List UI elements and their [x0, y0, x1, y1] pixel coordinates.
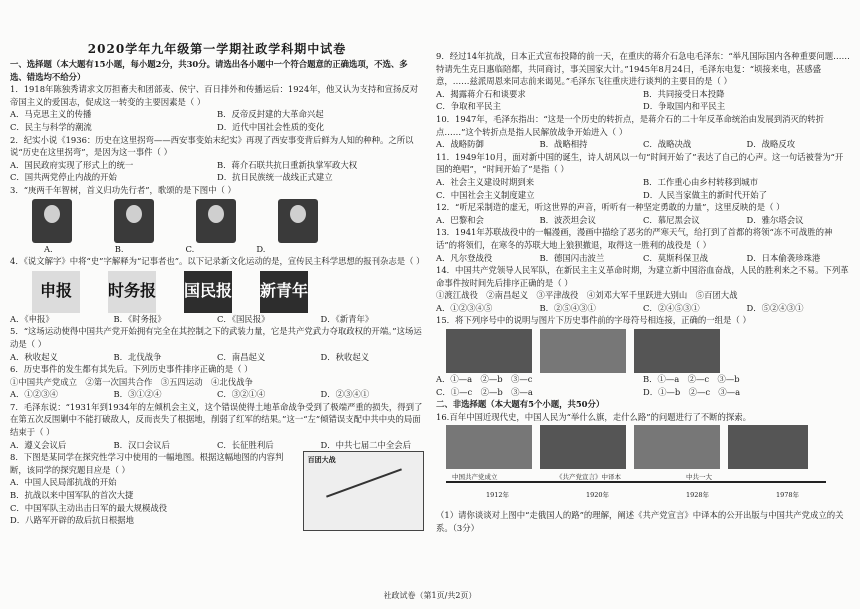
left-column	[10, 58, 424, 531]
option: B．汉口会议后	[113, 439, 170, 450]
timeline-year: 1920年	[586, 491, 610, 500]
option: A．①②③④⑤	[436, 302, 493, 313]
q8-block	[10, 451, 424, 531]
question-15: 15．将下列序号中的说明与图片下历史事件前的字母符号相连接，正确的一组是（ ）	[436, 315, 751, 326]
timeline-label: 中国共产党成立	[452, 473, 498, 482]
option: A．①②③④	[10, 389, 58, 400]
q16-photo-row	[446, 425, 850, 469]
option: C．③②①④	[217, 389, 266, 400]
timeline-year: 1912年	[486, 491, 510, 500]
q13-options	[436, 252, 850, 265]
historical-photo	[446, 425, 532, 469]
timeline-year: 1928年	[686, 491, 710, 500]
option: B．战略相持	[539, 139, 588, 150]
option: B．工作重心由乡村转移到城市	[643, 176, 759, 187]
newspaper-image: 申报	[32, 271, 80, 313]
option: B．①—a ②—c ③—b	[643, 374, 740, 385]
q15-options	[436, 373, 850, 398]
option: D．雅尔塔会议	[746, 214, 804, 225]
question-12: 12．“听尼采制造的虚无，听这世界的声音，听听有一种坚定勇敢的力量”，这里反映的是（ ）	[436, 202, 785, 213]
option: B．②⑤④③①	[539, 302, 596, 313]
option: A．遵义会议后	[10, 439, 67, 450]
option: B．共同接受日本投降	[643, 88, 725, 99]
portrait-image	[32, 199, 72, 243]
q6-options	[10, 388, 424, 401]
option: C．莫斯科保卫战	[643, 252, 709, 263]
q12-options	[436, 214, 850, 227]
option: A．战略防御	[436, 139, 484, 150]
q5-options	[10, 351, 424, 364]
option: D．秋收起义	[320, 351, 370, 362]
option: A．中国人民局部抗战的开始	[10, 477, 117, 488]
q9-options	[436, 88, 850, 113]
portrait-image	[114, 199, 154, 243]
option: A．①—a ②—b ③—c	[436, 374, 533, 385]
option: A．社会主义建设时期到来	[436, 176, 535, 187]
question-6: 6．历史事件的发生都有其先后。下列历史事件排序正确的是（ ）	[10, 364, 253, 375]
option: C．中国军队主动出击日军的最大规模战役	[10, 502, 168, 513]
historical-photo	[540, 425, 626, 469]
option: B．抗战以来中国军队的首次大捷	[10, 490, 134, 501]
option: D．中共七届二中全会后	[320, 439, 411, 450]
timeline	[446, 471, 826, 507]
q14-options	[436, 302, 850, 315]
option: A．秋收起义	[10, 351, 58, 362]
question-14: 14．中国共产党领导人民军队，在新民主主义革命时期，为建立新中国浴血奋战，人民的胜利来之不易。下列革命事件按时间先后排序正确的是（ ）	[436, 265, 849, 288]
q1-options	[10, 108, 424, 133]
option: C．中国社会主义制度建立	[436, 189, 535, 200]
question-2: 2．纪实小说《1936：历史在这里拐弯——西安事变始末纪实》再现了西安事变背后鲜为人知的种种。之所以说“历史在这里拐弯”，是因为这一事件（ ）	[10, 134, 414, 158]
option: A．国民政府实现了形式上的统一	[10, 159, 134, 170]
map-route	[326, 469, 402, 498]
question-8: 8．下图是某同学在探究性学习中使用的一幅地图。根据这幅地图的内容判断，该同学的探究题目应是（ ）	[10, 452, 284, 475]
option: C．民主与科学的潮流	[10, 121, 92, 132]
historical-photo	[634, 329, 720, 373]
option: C．慕尼黑会议	[643, 214, 700, 225]
option: D．②③④①	[320, 389, 370, 400]
question-1: 1．1918年陈独秀请求文厉担畜夫和团部麦、侯宁、百日排外和传播运后：1924年，他又认为支持和宣扬反对帝国主义的爱国志，促成这一转变的主要因素是（ ）	[10, 84, 419, 107]
newspaper-row	[32, 271, 424, 313]
option: D．八路军开辟的敌后抗日根据地	[10, 515, 134, 526]
option: D．日本偷袭珍珠港	[746, 252, 821, 263]
option: B．蒋介石联共抗日重新执掌军政大权	[217, 159, 358, 170]
timeline-bar	[446, 481, 826, 483]
option: D．抗日民族统一战线正式建立	[217, 172, 333, 183]
label: D.	[256, 243, 266, 254]
timeline-label: 中共一大	[686, 473, 712, 482]
q4-options	[10, 313, 424, 326]
section-header: 一、选择题（本大题有15小题，每小题2分，共30分。请选出各小题中一个符合题意的正确选项，不选、多选、错选均不给分）	[10, 59, 408, 82]
label: A.	[44, 243, 53, 254]
portrait-image	[278, 199, 318, 243]
option: B．波茨坦会议	[539, 214, 596, 225]
q16-sub1: （1）请你谈谈对上图中“走俄国人的路”的理解，阐述《共产党宣言》中译本的公开出版与中国共产党成立的关系。（3分）	[436, 510, 844, 534]
timeline-label: 《共产党宣言》中译本	[556, 473, 621, 482]
historical-photo	[634, 425, 720, 469]
question-11: 11．1949年10月，面对新中国的诞生，诗人胡风以一句“时间开始了”表达了自己的心声。这一句话被誉为“开国的绝唱”，“时间开始了”是指（ ）	[436, 151, 844, 175]
option: D．⑤②④③①	[746, 302, 804, 313]
question-13: 13．1941年苏联战役中的一幅漫画，漫画中描绘了恶劣的严寒天气，给打到了首都的将领“冻不可战胜的神话”的将领们，在寒冬的苏联大地上狼狈撤退，取得这一胜利的战役是（ ）	[436, 227, 833, 250]
section-header: 二、非选择题（本大题有5个小题，共50分）	[436, 399, 605, 410]
option: B．③①②④	[113, 389, 162, 400]
timeline-year: 1978年	[776, 491, 800, 500]
option: D．人民当家做主的新时代开始了	[643, 189, 767, 200]
option: C．①—c ②—b ③—a	[436, 386, 533, 397]
option: D．《新青年》	[320, 313, 374, 324]
option: D．①—b ②—c ③—a	[643, 386, 741, 397]
option: B．反帝反封建的大革命兴起	[217, 109, 324, 120]
option: A．巴黎和会	[436, 214, 484, 225]
option: C．战略决战	[643, 139, 692, 150]
q6-items: ①中国共产党成立 ②第一次国共合作 ③五四运动 ④北伐战争	[10, 376, 253, 387]
newspaper-image: 新青年	[260, 271, 308, 313]
label: B.	[114, 243, 124, 254]
portrait-row	[32, 199, 424, 243]
q14-items: ①渡江战役 ②南昌起义 ③平津战役 ④刘邓大军千里跃进大别山 ⑤百团大战	[436, 290, 738, 301]
newspaper-image: 国民报	[184, 271, 232, 313]
option: D．近代中国社会性质的变化	[217, 121, 325, 132]
historical-photo	[540, 329, 626, 373]
q15-photo-row	[446, 329, 850, 373]
right-column	[436, 50, 850, 535]
option: B．北伐战争	[113, 351, 162, 362]
exam-title: 2020学年九年级第一学期社政学科期中试卷	[87, 42, 347, 56]
question-16: 16.百年中国近现代史，中国人民为“举什么旗，走什么路”的问题进行了不断的探索。	[436, 411, 752, 422]
q10-options	[436, 138, 850, 151]
option: C．②④⑤③①	[643, 302, 700, 313]
option: B．德国闪击波兰	[539, 252, 605, 263]
option: D．争取国内和平民主	[643, 101, 726, 112]
battle-map-image	[303, 451, 424, 531]
option: B．《时务报》	[113, 313, 166, 324]
question-5: 5．“这场运动使得中国共产党开始拥有完全在其控制之下的武装力量，它是共产党武力夺取政权的开端。”这场运动是（ ）	[10, 326, 422, 349]
portrait-image	[196, 199, 236, 243]
option: C．长征胜利后	[217, 439, 274, 450]
option: A．揭露蒋介石和谈要求	[436, 88, 526, 99]
label: C.	[185, 243, 195, 254]
portrait-labels	[44, 243, 424, 256]
question-10: 10．1947年，毛泽东指出：“这是一个历史的转折点，是蒋介石的二十年反革命统治由发展到消灭的转折点……”这个转折点是指人民解放战争开始进入（ ）	[436, 113, 824, 137]
historical-photo	[446, 329, 532, 373]
option: C．争取和平民主	[436, 101, 502, 112]
page-footer: 社政试卷（第1页/共2页）	[383, 591, 477, 600]
map-title: 百团大战	[307, 455, 336, 465]
question-3: 3．“庚两千年智树，首义归功先行者”，歌颂的是下图中（ ）	[10, 184, 236, 195]
q7-options	[10, 439, 424, 452]
option: A．马克思主义的传播	[10, 109, 92, 120]
option: A．《申报》	[10, 313, 54, 324]
question-9: 9．经过14年抗战，日本正式宣布投降的前一天，在重庆的蒋介石急电毛泽东：“举凡国际国内各种重要问题……特请先生克日惠临陪都，共同商讨，事关国家大计。”1945年8月24日，毛泽东电复：“顷接来电，甚感盛意，……兹派周恩来同志前来谒见。”毛泽东飞往重庆进行谈判的主要目的是（ ）	[436, 51, 850, 87]
option: C．国共两党停止内战的开始	[10, 172, 117, 183]
option: C．南昌起义	[217, 351, 266, 362]
newspaper-image: 时务报	[108, 271, 156, 313]
q11-options	[436, 176, 850, 201]
question-7: 7．毛泽东说：“1931年到1934年的左倾机会主义，这个错误使得土地革命战争受到了极端严重的损失，得到了在第五次反围剿中不能打破敌人，反而丧失了根据地，削弱了红军的结果。”这一“左”倾错误支配中共中央的局面结束于（ ）	[10, 401, 423, 438]
option: D．战略反攻	[746, 139, 796, 150]
historical-photo	[728, 425, 808, 469]
option: A．凡尔登战役	[436, 252, 493, 263]
q2-options	[10, 159, 424, 184]
option: C．《国民报》	[217, 313, 270, 324]
question-4: 4．《说文解字》中将“史”字解释为“记事者也”。以下记录新文化运动的是，宣传民主科学思想的报刊杂志是（ ）	[10, 256, 425, 267]
